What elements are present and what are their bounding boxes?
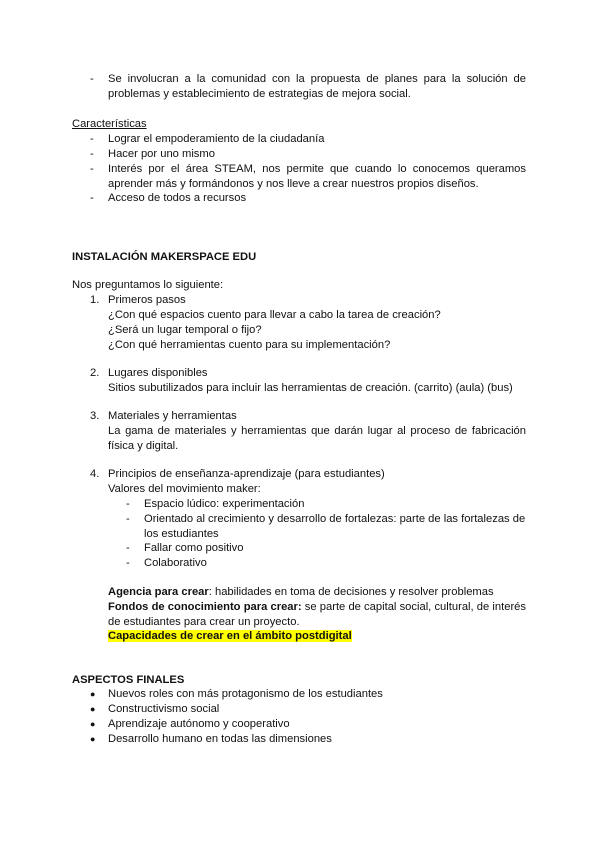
fondos-paragraph xyxy=(108,600,526,630)
numbered-item-3 xyxy=(90,409,526,454)
value-item xyxy=(126,497,526,512)
agencia-label: Agencia para crear xyxy=(108,586,209,598)
dash-bullet: - xyxy=(126,498,130,510)
numbered-item-1 xyxy=(90,293,526,353)
dash-bullet: - xyxy=(90,163,94,175)
value-item xyxy=(126,512,526,542)
aspecto-item xyxy=(90,732,332,747)
aspecto-text: Nuevos roles con más protagonismo de los estudiantes xyxy=(108,688,383,700)
dot-bullet: ● xyxy=(90,704,96,714)
caracteristica-text: Interés por el área STEAM, nos permite que cuando lo conocemos queramos aprender más y formándonos y nos lleve a crear nuestros propios diseños. xyxy=(108,163,526,190)
caracteristica-item xyxy=(90,132,526,147)
item-title: Materiales y herramientas xyxy=(108,410,237,422)
item-number: 4. xyxy=(90,468,100,480)
value-item xyxy=(126,541,526,556)
dot-bullet: ● xyxy=(90,734,96,744)
fondos-text: se parte de capital social, cultural, de interés de estudiantes para crear un proyecto. xyxy=(108,601,527,628)
numbered-item-2 xyxy=(90,366,526,396)
aspecto-item xyxy=(90,702,219,717)
agencia-paragraph xyxy=(108,585,528,600)
item-number: 1. xyxy=(90,294,100,306)
item-line: ¿Con qué herramientas cuento para su implementación? xyxy=(108,339,391,351)
aspecto-text: Aprendizaje autónomo y cooperativo xyxy=(108,718,290,730)
item-title: Lugares disponibles xyxy=(108,367,208,379)
caracteristica-item xyxy=(90,191,526,206)
aspectos-heading: ASPECTOS FINALES xyxy=(72,674,185,686)
dash-bullet: - xyxy=(126,513,130,525)
caracteristica-text: Lograr el empoderamiento de la ciudadanía xyxy=(108,133,325,145)
value-item xyxy=(126,556,526,571)
capacidades-highlight: Capacidades de crear en el ámbito postdigital xyxy=(108,630,352,642)
item-line: ¿Será un lugar temporal o fijo? xyxy=(108,324,262,336)
aspecto-text: Desarrollo humano en todas las dimensiones xyxy=(108,733,332,745)
item-title: Primeros pasos xyxy=(108,294,186,306)
instalacion-heading: INSTALACIÓN MAKERSPACE EDU xyxy=(72,251,257,263)
dot-bullet: ● xyxy=(90,689,96,699)
item-line: La gama de materiales y herramientas que darán lugar al proceso de fabricación física y digital. xyxy=(108,425,526,452)
dash-bullet: - xyxy=(90,192,94,204)
fondos-label: Fondos de conocimiento para crear: xyxy=(108,601,302,613)
value-text: Fallar como positivo xyxy=(144,542,244,554)
value-text: Espacio lúdico: experimentación xyxy=(144,498,305,510)
item-title: Principios de enseñanza-aprendizaje (para estudiantes) xyxy=(108,468,385,480)
aspecto-item xyxy=(90,687,383,702)
aspecto-item xyxy=(90,717,290,732)
caracteristica-text: Hacer por uno mismo xyxy=(108,148,215,160)
value-text: Orientado al crecimiento y desarrollo de fortalezas: parte de las fortalezas de los estudiantes xyxy=(144,513,526,540)
intro-list-item xyxy=(90,72,526,102)
dash-bullet: - xyxy=(90,148,94,160)
caracteristica-item xyxy=(90,147,526,162)
intro-item-text: Se involucran a la comunidad con la propuesta de planes para la solución de problemas y establecimiento de estrategias de mejora social. xyxy=(108,73,526,100)
item-number: 2. xyxy=(90,367,100,379)
caracteristicas-heading: Características xyxy=(72,118,147,130)
numbered-item-4 xyxy=(90,467,526,497)
capacidades-line xyxy=(108,629,352,644)
value-text: Colaborativo xyxy=(144,557,207,569)
dash-bullet: - xyxy=(90,133,94,145)
aspecto-text: Constructivismo social xyxy=(108,703,220,715)
item-number: 3. xyxy=(90,410,100,422)
instalacion-intro: Nos preguntamos lo siguiente: xyxy=(72,279,224,291)
dash-bullet: - xyxy=(126,557,130,569)
dash-bullet: - xyxy=(126,542,130,554)
item-line: Sitios subutilizados para incluir las herramientas de creación. (carrito) (aula) (bus) xyxy=(108,382,513,394)
dot-bullet: ● xyxy=(90,719,96,729)
dash-bullet: - xyxy=(90,73,94,85)
caracteristica-text: Acceso de todos a recursos xyxy=(108,192,247,204)
item-line: ¿Con qué espacios cuento para llevar a cabo la tarea de creación? xyxy=(108,309,441,321)
agencia-text: : habilidades en toma de decisiones y resolver problemas xyxy=(208,586,494,598)
values-label: Valores del movimiento maker: xyxy=(108,483,261,495)
caracteristica-item xyxy=(90,162,526,192)
